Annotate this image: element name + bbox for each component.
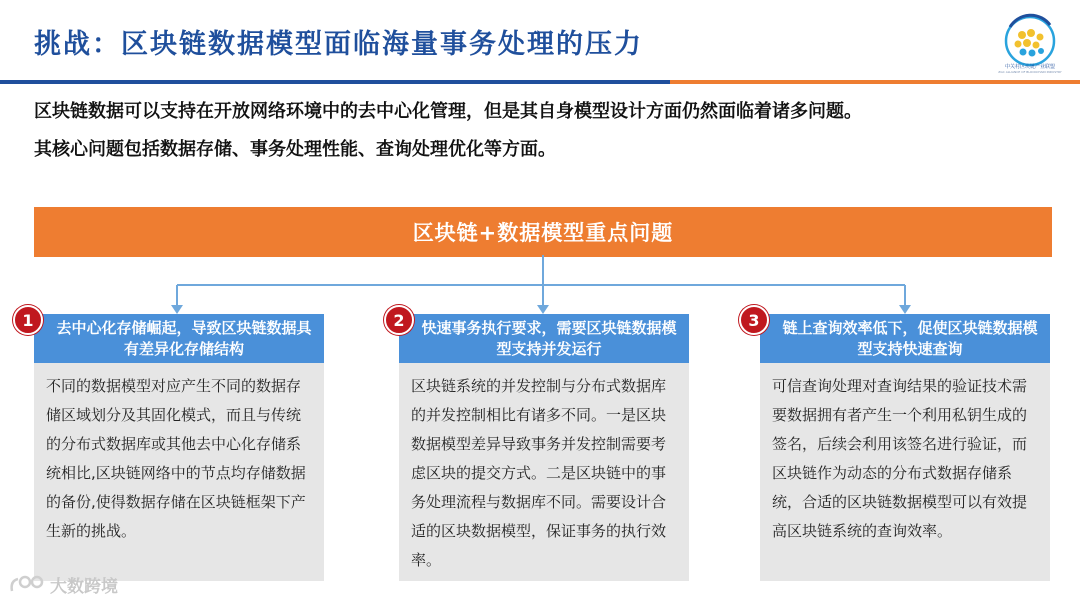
key-issues-banner: 区块链+数据模型重点问题 <box>34 207 1052 257</box>
watermark-text: 大数跨境 <box>50 577 118 597</box>
title-divider-blue <box>0 80 670 84</box>
card-2-heading: 快速事务执行要求，需要区块链数据模型支持并发运行 <box>399 314 689 363</box>
intro-line-2: 其核心问题包括数据存储、事务处理性能、查询处理优化等方面。 <box>34 139 556 160</box>
card-3-heading: 链上查询效率低下，促使区块链数据模型支持快速查询 <box>760 314 1050 363</box>
connector-lines <box>0 255 1080 317</box>
card-3-body: 可信查询处理对查询结果的验证技术需要数据拥有者产生一个利用私钥生成的签名，后续会利用该签名进行验证，而区块链作为动态的分布式数据存储系统，合适的区块链数据模型可以有效提高区块链系统的查询效率。 <box>760 363 1050 581</box>
page-title: 挑战：区块链数据模型面临海量事务处理的压力 <box>34 29 643 60</box>
logo-caption: 中关村区块链产业联盟 <box>1004 64 1055 70</box>
card-1-body: 不同的数据模型对应产生不同的数据存储区域划分及其固化模式，而且与传统的分布式数据库或其他去中心化存储系统相比,区块链网络中的节点均存储数据的备份,使得数据存储在区块链框架下产生新的挑战。 <box>34 363 324 581</box>
card-1-heading: 去中心化存储崛起，导致区块链数据具有差异化存储结构 <box>34 314 324 363</box>
watermark-logo-icon <box>8 573 48 595</box>
card-2-body: 区块链系统的并发控制与分布式数据库的并发控制相比有诸多不同。一是区块数据模型差异导致事务并发控制需要考虑区块的提交方式。二是区块链中的事务处理流程与数据库不同。需要设计合适的区块数据模型，保证事务的执行效率。 <box>399 363 689 581</box>
card-1-number-badge: 1 <box>13 305 43 335</box>
card-2-number-badge: 2 <box>384 305 414 335</box>
title-divider-orange <box>670 80 1080 84</box>
intro-line-1: 区块链数据可以支持在开放网络环境中的去中心化管理，但是其自身模型设计方面仍然面临着诸多问题。 <box>34 101 862 122</box>
card-3-number-badge: 3 <box>739 305 769 335</box>
logo-subcaption: ZGC ALLIANCE OF BLOCKCHAIN INDUSTRY <box>998 70 1062 74</box>
